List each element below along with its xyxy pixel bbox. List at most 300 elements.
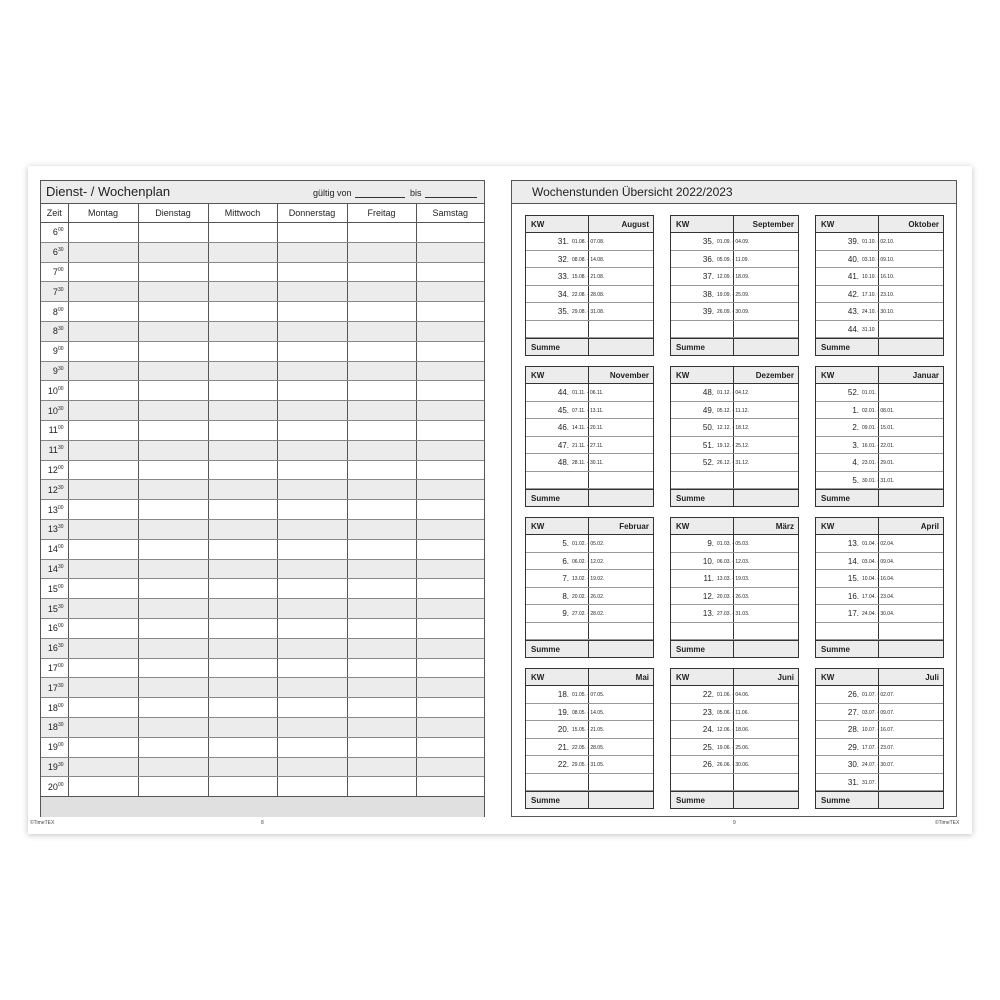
sum-row[interactable] [816, 338, 943, 355]
schedule-cell[interactable] [68, 223, 138, 243]
kw-column-label: KW [821, 220, 835, 229]
schedule-cell[interactable] [68, 460, 138, 480]
schedule-cell[interactable] [416, 519, 484, 539]
time-minutes: 30 [57, 247, 64, 254]
schedule-cell[interactable] [208, 757, 277, 777]
schedule-cell[interactable] [68, 302, 138, 322]
week-row[interactable] [671, 704, 798, 722]
week-number: 46. [557, 423, 569, 432]
schedule-cell[interactable] [138, 480, 208, 500]
schedule-cell[interactable] [347, 559, 416, 579]
sum-row[interactable] [526, 791, 653, 808]
schedule-cell[interactable] [347, 698, 416, 718]
schedule-cell[interactable] [68, 559, 138, 579]
schedule-cell[interactable] [416, 698, 484, 718]
week-row[interactable] [816, 268, 943, 286]
schedule-cell[interactable] [138, 678, 208, 698]
schedule-cell[interactable] [347, 757, 416, 777]
schedule-cell[interactable] [277, 480, 347, 500]
schedule-cell[interactable] [138, 519, 208, 539]
sum-row[interactable] [526, 489, 653, 506]
schedule-cell[interactable] [416, 401, 484, 421]
schedule-cell[interactable] [277, 698, 347, 718]
week-row[interactable] [671, 251, 798, 269]
week-row[interactable] [816, 419, 943, 437]
week-row[interactable] [526, 704, 653, 722]
schedule-cell[interactable] [277, 440, 347, 460]
schedule-cell[interactable] [347, 321, 416, 341]
schedule-cell[interactable] [416, 480, 484, 500]
schedule-cell[interactable] [208, 698, 277, 718]
schedule-cell[interactable] [68, 321, 138, 341]
week-row[interactable] [671, 321, 798, 339]
schedule-cell[interactable] [347, 480, 416, 500]
week-row[interactable] [526, 402, 653, 420]
schedule-cell[interactable] [416, 638, 484, 658]
column-divider [588, 792, 589, 808]
schedule-cell[interactable] [347, 242, 416, 262]
week-row[interactable] [671, 303, 798, 321]
schedule-cell[interactable] [208, 321, 277, 341]
week-row[interactable] [671, 286, 798, 304]
schedule-cell[interactable] [68, 480, 138, 500]
schedule-cell[interactable] [138, 777, 208, 797]
schedule-cell[interactable] [277, 341, 347, 361]
week-row[interactable] [816, 286, 943, 304]
week-row[interactable] [671, 402, 798, 420]
week-row[interactable] [816, 605, 943, 623]
schedule-cell[interactable] [138, 223, 208, 243]
week-row[interactable] [816, 437, 943, 455]
schedule-cell[interactable] [416, 460, 484, 480]
schedule-cell[interactable] [138, 302, 208, 322]
schedule-cell[interactable] [416, 500, 484, 520]
schedule-cell[interactable] [277, 579, 347, 599]
week-row[interactable] [526, 268, 653, 286]
schedule-cell[interactable] [208, 678, 277, 698]
time-row [41, 341, 484, 361]
schedule-cell[interactable] [208, 242, 277, 262]
sum-row[interactable] [671, 338, 798, 355]
plan-notes-bar[interactable] [41, 796, 484, 817]
week-row[interactable] [671, 721, 798, 739]
week-row[interactable] [526, 686, 653, 704]
schedule-cell[interactable] [347, 361, 416, 381]
week-row[interactable] [526, 623, 653, 641]
week-row[interactable] [526, 419, 653, 437]
sum-row[interactable] [671, 640, 798, 657]
week-row[interactable] [816, 402, 943, 420]
week-row[interactable] [526, 251, 653, 269]
week-row[interactable] [671, 384, 798, 402]
schedule-cell[interactable] [208, 500, 277, 520]
schedule-cell[interactable] [416, 282, 484, 302]
schedule-cell[interactable] [68, 737, 138, 757]
week-row[interactable] [526, 774, 653, 792]
schedule-cell[interactable] [138, 757, 208, 777]
schedule-cell[interactable] [138, 658, 208, 678]
schedule-cell[interactable] [138, 242, 208, 262]
schedule-cell[interactable] [347, 737, 416, 757]
schedule-cell[interactable] [416, 262, 484, 282]
weekly-plan-frame [40, 180, 485, 817]
week-row[interactable] [526, 739, 653, 757]
schedule-cell[interactable] [416, 777, 484, 797]
week-row[interactable] [671, 686, 798, 704]
schedule-cell[interactable] [347, 460, 416, 480]
column-divider [733, 623, 734, 640]
week-row[interactable] [816, 721, 943, 739]
schedule-cell[interactable] [277, 777, 347, 797]
sum-row[interactable] [816, 640, 943, 657]
schedule-cell[interactable] [68, 638, 138, 658]
schedule-cell[interactable] [138, 559, 208, 579]
week-row[interactable] [816, 553, 943, 571]
schedule-cell[interactable] [347, 401, 416, 421]
schedule-cell[interactable] [277, 361, 347, 381]
schedule-cell[interactable] [277, 321, 347, 341]
schedule-cell[interactable] [138, 599, 208, 619]
week-row[interactable] [526, 286, 653, 304]
schedule-cell[interactable] [277, 559, 347, 579]
schedule-cell[interactable] [68, 440, 138, 460]
schedule-cell[interactable] [277, 618, 347, 638]
schedule-cell[interactable] [138, 262, 208, 282]
schedule-cell[interactable] [277, 500, 347, 520]
schedule-cell[interactable] [138, 361, 208, 381]
schedule-cell[interactable] [416, 223, 484, 243]
schedule-cell[interactable] [277, 737, 347, 757]
week-row[interactable] [816, 739, 943, 757]
schedule-cell[interactable] [277, 658, 347, 678]
week-row[interactable] [526, 721, 653, 739]
schedule-cell[interactable] [68, 500, 138, 520]
schedule-cell[interactable] [208, 262, 277, 282]
schedule-cell[interactable] [138, 341, 208, 361]
schedule-cell[interactable] [416, 440, 484, 460]
week-row[interactable] [526, 570, 653, 588]
schedule-cell[interactable] [277, 381, 347, 401]
schedule-cell[interactable] [277, 678, 347, 698]
schedule-cell[interactable] [138, 401, 208, 421]
week-row[interactable] [526, 454, 653, 472]
schedule-cell[interactable] [347, 638, 416, 658]
schedule-cell[interactable] [347, 341, 416, 361]
week-row[interactable] [526, 588, 653, 606]
schedule-cell[interactable] [347, 717, 416, 737]
schedule-cell[interactable] [416, 341, 484, 361]
schedule-cell[interactable] [68, 658, 138, 678]
schedule-cell[interactable] [416, 757, 484, 777]
schedule-cell[interactable] [68, 698, 138, 718]
schedule-cell[interactable] [416, 737, 484, 757]
schedule-cell[interactable] [347, 381, 416, 401]
month-card-header [671, 518, 798, 535]
sum-row[interactable] [816, 489, 943, 506]
schedule-cell[interactable] [208, 223, 277, 243]
schedule-cell[interactable] [68, 381, 138, 401]
week-date-range: 22.05. - 28.05. [572, 744, 605, 751]
right-page [511, 180, 957, 817]
time-label [41, 381, 68, 401]
schedule-cell[interactable] [68, 341, 138, 361]
week-row[interactable] [526, 472, 653, 490]
schedule-cell[interactable] [68, 777, 138, 797]
schedule-cell[interactable] [138, 638, 208, 658]
week-number: 25. [702, 742, 714, 752]
valid-from-field[interactable] [355, 188, 405, 198]
schedule-cell[interactable] [347, 223, 416, 243]
schedule-cell[interactable] [68, 262, 138, 282]
week-number: 44. [847, 324, 859, 334]
time-row [41, 559, 484, 579]
schedule-cell[interactable] [208, 420, 277, 440]
week-row[interactable] [816, 384, 943, 402]
week-row[interactable] [671, 553, 798, 571]
time-hour: 14 [47, 563, 58, 574]
schedule-cell[interactable] [416, 381, 484, 401]
schedule-cell[interactable] [277, 282, 347, 302]
schedule-cell[interactable] [208, 341, 277, 361]
schedule-cell[interactable] [208, 717, 277, 737]
sum-row[interactable] [526, 338, 653, 355]
week-date-range: 15.08. - 21.08. [572, 274, 605, 280]
week-row[interactable] [816, 303, 943, 321]
schedule-cell[interactable] [208, 599, 277, 619]
month-name: Juli [925, 673, 939, 682]
week-row[interactable] [816, 623, 943, 641]
schedule-cell[interactable] [277, 717, 347, 737]
schedule-cell[interactable] [208, 618, 277, 638]
week-number: 40. [847, 254, 859, 264]
week-row[interactable] [526, 756, 653, 774]
week-row[interactable] [671, 454, 798, 472]
week-row[interactable] [816, 774, 943, 792]
schedule-cell[interactable] [208, 579, 277, 599]
schedule-cell[interactable] [347, 420, 416, 440]
week-row[interactable] [816, 756, 943, 774]
schedule-cell[interactable] [416, 539, 484, 559]
schedule-cell[interactable] [68, 717, 138, 737]
month-name: Juni [777, 673, 794, 682]
sum-label: Summe [821, 796, 850, 805]
week-row[interactable] [816, 321, 943, 339]
time-hour: 7 [52, 266, 58, 277]
schedule-cell[interactable] [138, 717, 208, 737]
schedule-cell[interactable] [138, 440, 208, 460]
schedule-cell[interactable] [208, 401, 277, 421]
week-row[interactable] [671, 570, 798, 588]
schedule-cell[interactable] [416, 361, 484, 381]
schedule-cell[interactable] [347, 262, 416, 282]
schedule-cell[interactable] [416, 658, 484, 678]
schedule-cell[interactable] [138, 618, 208, 638]
time-label [41, 321, 68, 341]
sum-row[interactable] [671, 489, 798, 506]
week-row[interactable] [816, 704, 943, 722]
schedule-cell[interactable] [138, 539, 208, 559]
month-name: Oktober [908, 220, 939, 229]
schedule-cell[interactable] [277, 638, 347, 658]
schedule-cell[interactable] [138, 381, 208, 401]
schedule-cell[interactable] [347, 519, 416, 539]
schedule-cell[interactable] [68, 361, 138, 381]
schedule-cell[interactable] [277, 302, 347, 322]
schedule-cell[interactable] [68, 618, 138, 638]
schedule-cell[interactable] [208, 361, 277, 381]
week-row[interactable] [526, 605, 653, 623]
schedule-cell[interactable] [347, 282, 416, 302]
schedule-cell[interactable] [416, 678, 484, 698]
column-divider [878, 384, 879, 401]
schedule-cell[interactable] [138, 698, 208, 718]
schedule-cell[interactable] [347, 579, 416, 599]
week-row[interactable] [526, 553, 653, 571]
schedule-cell[interactable] [416, 717, 484, 737]
week-row[interactable] [526, 233, 653, 251]
schedule-cell[interactable] [68, 282, 138, 302]
week-row[interactable] [526, 321, 653, 339]
schedule-cell[interactable] [277, 242, 347, 262]
schedule-cell[interactable] [277, 401, 347, 421]
schedule-cell[interactable] [277, 599, 347, 619]
sum-row[interactable] [526, 640, 653, 657]
time-label [41, 678, 68, 698]
schedule-cell[interactable] [68, 420, 138, 440]
schedule-cell[interactable] [347, 599, 416, 619]
schedule-cell[interactable] [138, 420, 208, 440]
left-page [40, 180, 485, 817]
schedule-cell[interactable] [347, 440, 416, 460]
schedule-cell[interactable] [347, 678, 416, 698]
schedule-cell[interactable] [347, 618, 416, 638]
week-row[interactable] [671, 623, 798, 641]
week-number: 14. [847, 556, 859, 566]
week-row[interactable] [671, 535, 798, 553]
time-minutes: 30 [57, 286, 64, 293]
week-row[interactable] [816, 472, 943, 490]
schedule-cell[interactable] [208, 737, 277, 757]
week-row[interactable] [671, 233, 798, 251]
schedule-cell[interactable] [277, 519, 347, 539]
schedule-cell[interactable] [277, 757, 347, 777]
schedule-cell[interactable] [416, 242, 484, 262]
week-row[interactable] [816, 535, 943, 553]
schedule-cell[interactable] [208, 519, 277, 539]
schedule-cell[interactable] [208, 559, 277, 579]
month-card-header [526, 367, 653, 384]
schedule-cell[interactable] [68, 401, 138, 421]
week-row[interactable] [816, 588, 943, 606]
schedule-cell[interactable] [208, 282, 277, 302]
schedule-cell[interactable] [347, 658, 416, 678]
schedule-cell[interactable] [138, 500, 208, 520]
schedule-cell[interactable] [68, 678, 138, 698]
week-row[interactable] [526, 535, 653, 553]
schedule-cell[interactable] [208, 440, 277, 460]
schedule-cell[interactable] [277, 539, 347, 559]
schedule-cell[interactable] [68, 599, 138, 619]
week-row[interactable] [526, 303, 653, 321]
week-row[interactable] [526, 384, 653, 402]
schedule-cell[interactable] [416, 599, 484, 619]
schedule-cell[interactable] [416, 559, 484, 579]
schedule-cell[interactable] [138, 282, 208, 302]
schedule-cell[interactable] [138, 737, 208, 757]
schedule-cell[interactable] [208, 777, 277, 797]
time-label [41, 539, 68, 559]
schedule-cell[interactable] [347, 302, 416, 322]
kw-column-label: KW [531, 673, 545, 682]
time-label [41, 658, 68, 678]
week-date-range: 12.06. - 18.06. [717, 727, 750, 733]
week-row[interactable] [671, 739, 798, 757]
schedule-cell[interactable] [277, 223, 347, 243]
sum-row[interactable] [671, 791, 798, 808]
time-hour: 6 [52, 247, 58, 258]
schedule-cell[interactable] [68, 757, 138, 777]
schedule-cell[interactable] [208, 460, 277, 480]
schedule-cell[interactable] [138, 460, 208, 480]
schedule-cell[interactable] [208, 638, 277, 658]
week-row[interactable] [526, 437, 653, 455]
schedule-cell[interactable] [416, 321, 484, 341]
schedule-cell[interactable] [208, 480, 277, 500]
week-row[interactable] [816, 454, 943, 472]
week-row[interactable] [816, 251, 943, 269]
schedule-cell[interactable] [68, 579, 138, 599]
valid-to-field[interactable] [425, 188, 477, 198]
week-number: 31. [847, 777, 859, 787]
week-number: 29. [847, 742, 859, 752]
schedule-cell[interactable] [277, 420, 347, 440]
schedule-cell[interactable] [138, 321, 208, 341]
schedule-cell[interactable] [277, 460, 347, 480]
schedule-cell[interactable] [347, 500, 416, 520]
schedule-cell[interactable] [208, 302, 277, 322]
week-row[interactable] [671, 268, 798, 286]
schedule-cell[interactable] [347, 539, 416, 559]
week-row[interactable] [671, 419, 798, 437]
week-row[interactable] [816, 233, 943, 251]
week-row[interactable] [671, 588, 798, 606]
schedule-cell[interactable] [416, 618, 484, 638]
schedule-cell[interactable] [68, 539, 138, 559]
schedule-cell[interactable] [416, 579, 484, 599]
week-row[interactable] [671, 472, 798, 490]
day-column-header: Mittwoch [208, 204, 277, 223]
schedule-cell[interactable] [208, 381, 277, 401]
schedule-cell[interactable] [347, 777, 416, 797]
week-row[interactable] [671, 756, 798, 774]
schedule-cell[interactable] [68, 519, 138, 539]
week-date-range: 17.07. - 23.07. [862, 744, 895, 751]
week-row[interactable] [671, 437, 798, 455]
schedule-cell[interactable] [138, 579, 208, 599]
schedule-cell[interactable] [208, 658, 277, 678]
schedule-cell[interactable] [68, 242, 138, 262]
week-row[interactable] [816, 686, 943, 704]
week-row[interactable] [816, 570, 943, 588]
week-row[interactable] [671, 774, 798, 792]
week-number: 32. [557, 254, 569, 264]
schedule-cell[interactable] [208, 539, 277, 559]
sum-row[interactable] [816, 791, 943, 808]
schedule-cell[interactable] [416, 420, 484, 440]
week-row[interactable] [671, 605, 798, 623]
schedule-cell[interactable] [277, 262, 347, 282]
schedule-cell[interactable] [416, 302, 484, 322]
